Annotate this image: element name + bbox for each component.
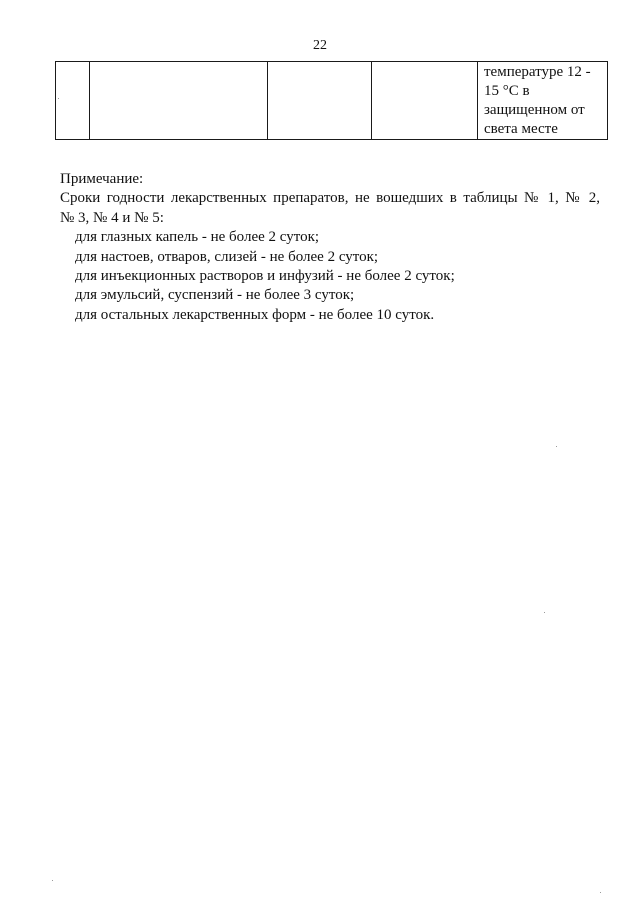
note-body-continuation: № 3, № 4 и № 5:: [60, 209, 164, 226]
table-cell-shelf-life: [372, 62, 478, 140]
table-row: [56, 62, 608, 140]
list-item: для эмульсий, суспензий - не более 3 суток;: [75, 287, 355, 304]
storage-line: защищенном от: [484, 102, 585, 118]
scan-speck: [58, 98, 59, 99]
table-cell-name: [90, 62, 268, 140]
storage-line: света месте: [484, 121, 558, 137]
note-heading: Примечание:: [60, 171, 144, 187]
list-item: для настоев, отваров, слизей - не более 2 суток;: [75, 248, 379, 265]
scan-speck: [600, 892, 601, 893]
table-cell-storage-conditions: [478, 62, 608, 140]
list-item: для глазных капель - не более 2 суток;: [75, 229, 320, 246]
page-number: 22: [313, 38, 327, 53]
storage-line: температуре 12 -: [484, 64, 591, 80]
storage-line: 15 °С в: [484, 83, 530, 99]
scan-speck: [52, 880, 53, 881]
table-cell-number: [56, 62, 90, 140]
scan-speck: [556, 446, 557, 447]
note-section: [60, 170, 600, 325]
note-body: Сроки годности лекарственных препаратов, не вошедших в таблицы № 1, № 2,: [60, 190, 600, 207]
scan-speck: [544, 612, 545, 613]
table-cell-composition: [268, 62, 372, 140]
note-list: [60, 228, 600, 325]
list-item: для остальных лекарственных форм - не более 10 суток.: [75, 306, 435, 323]
list-item: для инъекционных растворов и инфузий - не более 2 суток;: [75, 268, 455, 285]
continuation-table: [55, 61, 608, 140]
